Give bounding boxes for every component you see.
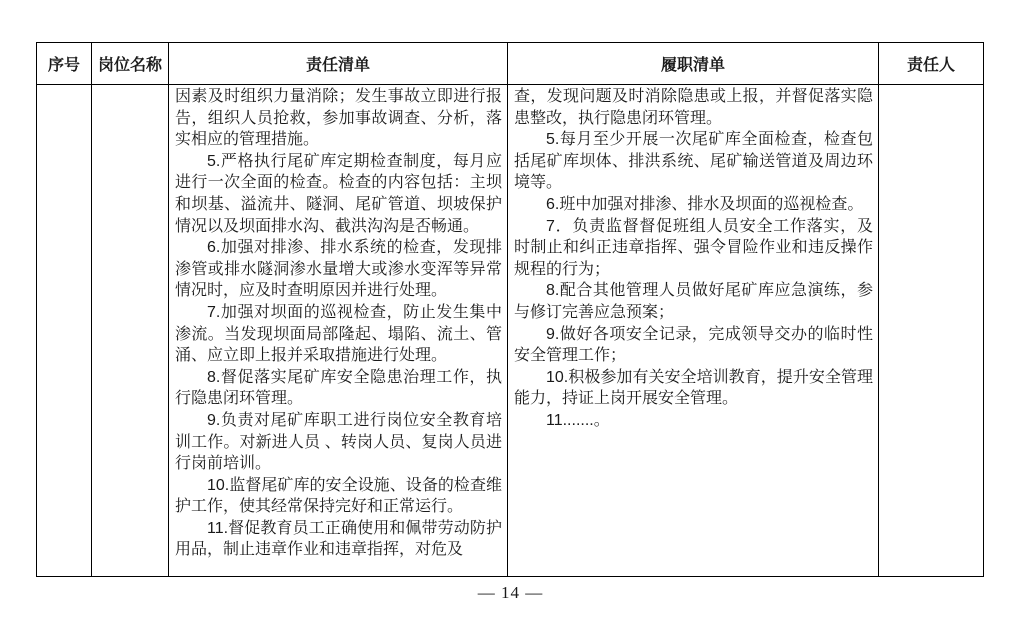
cell-responsible-person [879, 85, 984, 577]
paragraph: 5.每月至少开展一次尾矿库全面检查，检查包括尾矿库坝体、排洪系统、尾矿输送管道及周边环境等。 [514, 131, 873, 192]
responsibility-text-block [169, 85, 507, 575]
cell-position-name [92, 85, 169, 577]
paragraph: 10.积极参加有关安全培训教育，提升安全管理能力，持证上岗开展安全管理。 [514, 368, 873, 408]
paragraph: 5.严格执行尾矿库定期检查制度，每月应进行一次全面的检查。检查的内容包括：主坝和坝基、溢流井、隧洞、尾矿管道、坝坡保护情况以及坝面排水沟、截洪沟沟是否畅通。 [175, 152, 502, 235]
header-performance-list: 履职清单 [508, 43, 879, 85]
header-serial-number: 序号 [37, 43, 92, 85]
paragraph: 7.加强对坝面的巡视检查，防止发生集中渗流。当发现坝面局部隆起、塌陷、流土、管涌、应立即上报并采取措施进行处理。 [175, 303, 502, 365]
paragraph: 11.督促教育员工正确使用和佩带劳动防护用品，制止违章作业和违章指挥，对危及 [175, 519, 502, 559]
header-responsible-person: 责任人 [879, 43, 984, 85]
position-duty-table [36, 42, 984, 577]
paragraph: 9.负责对尾矿库职工进行岗位安全教育培训工作。对新进人员 、转岗人员、复岗人员进行岗前培训。 [175, 411, 502, 473]
paragraph: 因素及时组织力量消除；发生事故立即进行报告，组织人员抢救，参加事故调查、分析，落实相应的管理措施。 [175, 88, 502, 149]
paragraph: 11.......。 [546, 411, 610, 429]
table-header-row [37, 43, 984, 85]
performance-text-block [508, 85, 878, 575]
paragraph: 8.督促落实尾矿库安全隐患治理工作，执行隐患闭环管理。 [175, 368, 502, 408]
table-row [37, 85, 984, 577]
paragraph: 7．负责监督督促班组人员安全工作落实，及时制止和纠正违章指挥、强令冒险作业和违反操作规程的行为； [514, 217, 873, 278]
paragraph: 6.加强对排渗、排水系统的检查，发现排渗管或排水隧洞渗水量增大或渗水变浑等异常情况时，应及时查明原因并进行处理。 [175, 239, 502, 300]
header-position-name: 岗位名称 [92, 43, 169, 85]
paragraph: 8.配合其他管理人员做好尾矿库应急演练，参与修订完善应急预案； [514, 282, 873, 321]
paragraph: 查，发现问题及时消除隐患或上报，并督促落实隐患整改，执行隐患闭环管理。 [514, 88, 873, 127]
paragraph: 9.做好各项安全记录，完成领导交办的临时性安全管理工作； [514, 325, 873, 365]
paragraph: 6.班中加强对排渗、排水及坝面的巡视检查。 [546, 195, 864, 213]
cell-responsibility-list [169, 85, 508, 577]
paragraph: 10.监督尾矿库的安全设施、设备的检查维护工作，使其经常保持完好和正常运行。 [175, 476, 502, 516]
page-number: — 14 — [477, 583, 544, 602]
cell-serial-number [37, 85, 92, 577]
header-responsibility-list: 责任清单 [169, 43, 508, 85]
cell-performance-list [508, 85, 879, 577]
